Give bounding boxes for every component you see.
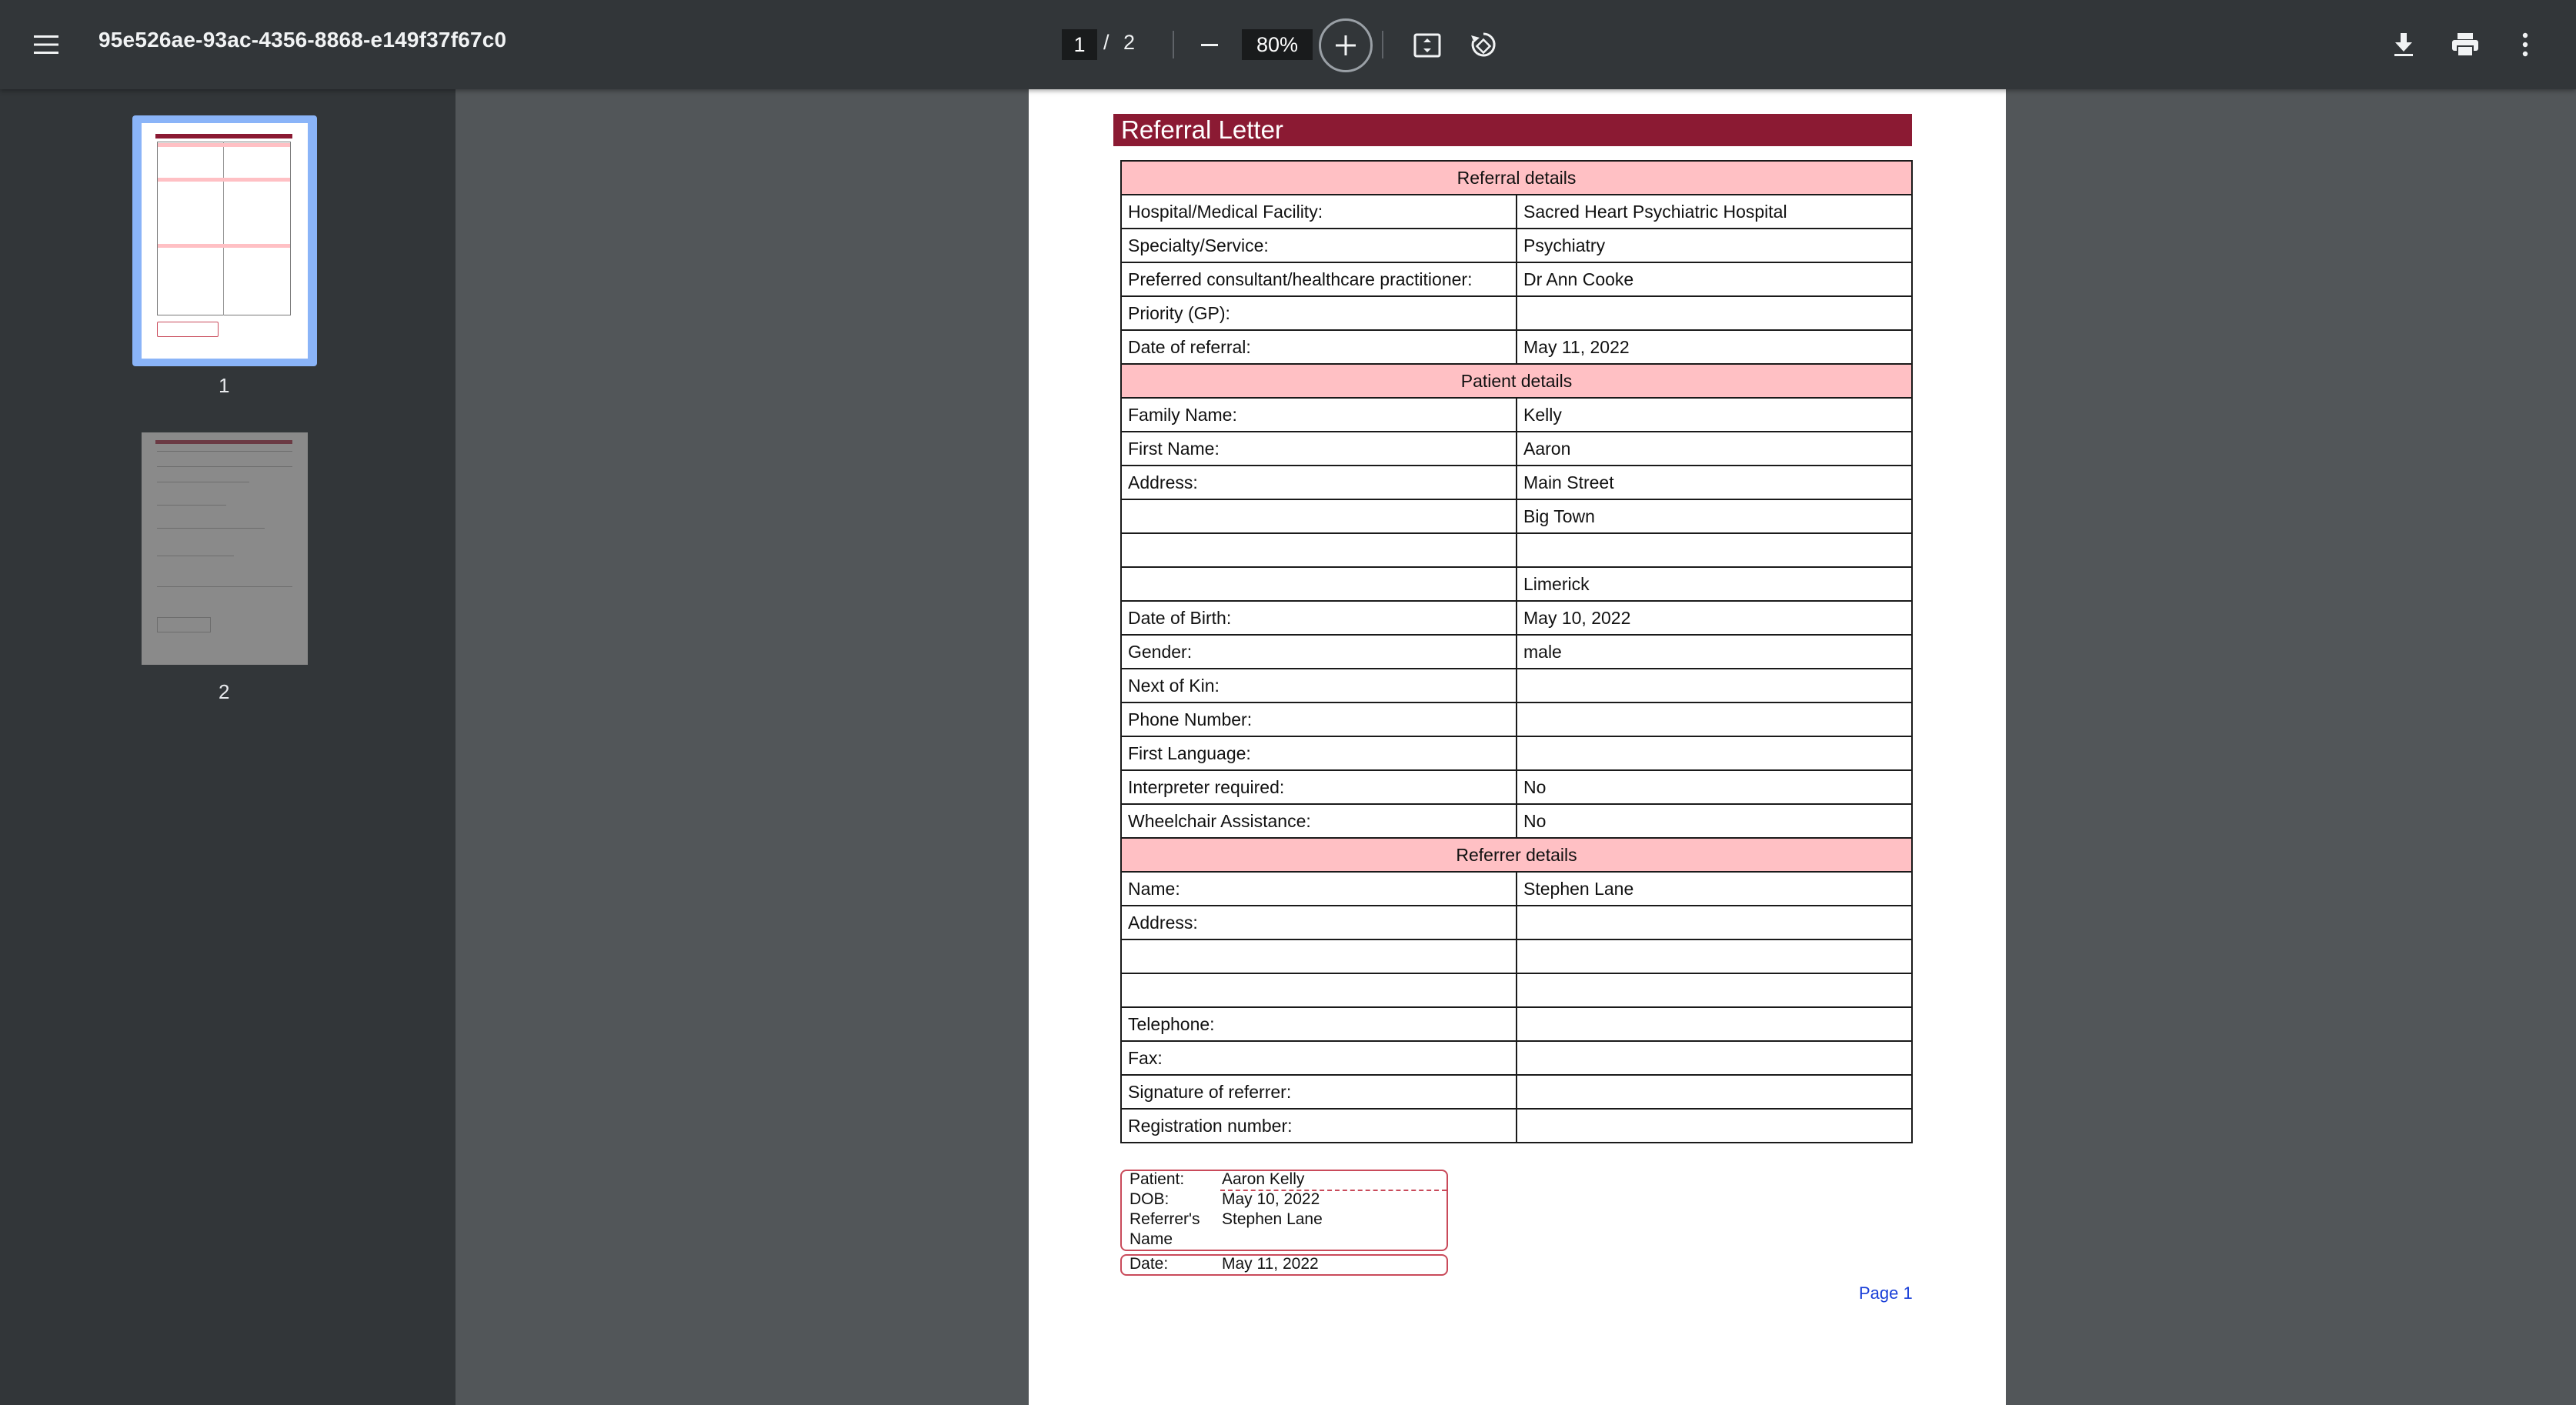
field-label: First Language: bbox=[1121, 736, 1517, 770]
field-label: Phone Number: bbox=[1121, 702, 1517, 736]
form-field-row bbox=[1121, 1007, 1912, 1041]
thumb-line bbox=[157, 528, 265, 529]
field-value: Psychiatry bbox=[1517, 229, 1912, 262]
field-value bbox=[1517, 702, 1912, 736]
thumb-summary bbox=[157, 322, 219, 337]
field-label: Family Name: bbox=[1121, 398, 1517, 432]
field-value: Aaron bbox=[1517, 432, 1912, 466]
toolbar-divider bbox=[1382, 31, 1383, 58]
field-label: Next of Kin: bbox=[1121, 669, 1517, 702]
form-field-row bbox=[1121, 669, 1912, 702]
field-value bbox=[1517, 296, 1912, 330]
thumb-summary bbox=[157, 617, 211, 632]
form-field-row bbox=[1121, 872, 1912, 906]
toolbar-divider bbox=[1173, 31, 1174, 58]
form-field-row bbox=[1121, 533, 1912, 567]
total-pages: 2 bbox=[1123, 31, 1136, 54]
field-value bbox=[1517, 736, 1912, 770]
form-field-row bbox=[1121, 330, 1912, 364]
form-field-row bbox=[1121, 1109, 1912, 1143]
thumb-section bbox=[158, 143, 290, 147]
rotate-icon[interactable] bbox=[1467, 28, 1500, 62]
form-field-row bbox=[1121, 1041, 1912, 1075]
field-value bbox=[1517, 1075, 1912, 1109]
form-field-row bbox=[1121, 262, 1912, 296]
plus-icon bbox=[1334, 34, 1357, 57]
field-label bbox=[1121, 567, 1517, 601]
form-field-row bbox=[1121, 939, 1912, 973]
field-value: No bbox=[1517, 770, 1912, 804]
fit-page-icon[interactable] bbox=[1411, 29, 1443, 62]
section-header: Referral details bbox=[1121, 161, 1912, 195]
thumb-title-bar bbox=[155, 440, 292, 444]
thumb-table bbox=[157, 142, 291, 315]
form-section-row bbox=[1121, 364, 1912, 398]
field-value: Big Town bbox=[1517, 499, 1912, 533]
page-thumbnail-2[interactable] bbox=[142, 432, 308, 665]
field-label bbox=[1121, 939, 1517, 973]
minus-icon[interactable] bbox=[1194, 29, 1225, 60]
summary-patient-label: Patient: bbox=[1130, 1170, 1185, 1188]
field-label: Gender: bbox=[1121, 635, 1517, 669]
form-field-row bbox=[1121, 195, 1912, 229]
summary-patient-value: Aaron Kelly bbox=[1222, 1170, 1305, 1188]
summary-dob-value: May 10, 2022 bbox=[1222, 1190, 1320, 1208]
form-field-row bbox=[1121, 906, 1912, 939]
field-label: Address: bbox=[1121, 906, 1517, 939]
field-label: Signature of referrer: bbox=[1121, 1075, 1517, 1109]
thumb-section bbox=[158, 178, 290, 182]
section-header: Referrer details bbox=[1121, 838, 1912, 872]
summary-referrer-value: Stephen Lane bbox=[1222, 1210, 1323, 1228]
thumbnail-label-1: 1 bbox=[219, 374, 230, 397]
field-value: Main Street bbox=[1517, 466, 1912, 499]
form-field-row bbox=[1121, 973, 1912, 1007]
download-icon[interactable] bbox=[2387, 28, 2421, 62]
field-label: Preferred consultant/healthcare practitioner: bbox=[1121, 262, 1517, 296]
thumb-line bbox=[157, 466, 292, 467]
thumb-line bbox=[157, 586, 292, 587]
thumb-section bbox=[158, 244, 290, 248]
thumb-col-divider bbox=[223, 142, 224, 315]
field-value: Sacred Heart Psychiatric Hospital bbox=[1517, 195, 1912, 229]
field-value bbox=[1517, 1007, 1912, 1041]
current-page-input[interactable]: 1 bbox=[1062, 29, 1097, 60]
referral-form-table bbox=[1120, 160, 1913, 1143]
form-field-row bbox=[1121, 1075, 1912, 1109]
field-label: Specialty/Service: bbox=[1121, 229, 1517, 262]
field-label: Telephone: bbox=[1121, 1007, 1517, 1041]
form-field-row bbox=[1121, 432, 1912, 466]
field-value: Dr Ann Cooke bbox=[1517, 262, 1912, 296]
zoom-level-input[interactable]: 80% bbox=[1242, 29, 1313, 60]
field-value: May 10, 2022 bbox=[1517, 601, 1912, 635]
form-field-row bbox=[1121, 229, 1912, 262]
field-label bbox=[1121, 973, 1517, 1007]
field-label: Date of Birth: bbox=[1121, 601, 1517, 635]
summary-dob-label: DOB: bbox=[1130, 1190, 1170, 1208]
field-label bbox=[1121, 499, 1517, 533]
section-header: Patient details bbox=[1121, 364, 1912, 398]
form-field-row bbox=[1121, 702, 1912, 736]
zoom-in-button[interactable] bbox=[1319, 18, 1373, 72]
field-value: Stephen Lane bbox=[1517, 872, 1912, 906]
summary-date-label: Date: bbox=[1130, 1255, 1169, 1273]
form-section-row bbox=[1121, 161, 1912, 195]
form-field-row bbox=[1121, 567, 1912, 601]
field-label bbox=[1121, 533, 1517, 567]
field-label: Name: bbox=[1121, 872, 1517, 906]
field-label: Fax: bbox=[1121, 1041, 1517, 1075]
summary-referrer-label-2: Name bbox=[1130, 1230, 1173, 1248]
thumbnail-label-2: 2 bbox=[219, 680, 230, 703]
form-field-row bbox=[1121, 635, 1912, 669]
field-label: Priority (GP): bbox=[1121, 296, 1517, 330]
field-value: Kelly bbox=[1517, 398, 1912, 432]
more-vert-icon[interactable] bbox=[2510, 28, 2541, 62]
form-field-row bbox=[1121, 804, 1912, 838]
summary-date-value: May 11, 2022 bbox=[1222, 1255, 1319, 1273]
thumb-line bbox=[157, 451, 292, 452]
field-value: May 11, 2022 bbox=[1517, 330, 1912, 364]
form-field-row bbox=[1121, 736, 1912, 770]
field-label: Hospital/Medical Facility: bbox=[1121, 195, 1517, 229]
field-value bbox=[1517, 533, 1912, 567]
page-number-link[interactable]: Page 1 bbox=[1859, 1283, 1913, 1303]
page-thumbnail-1[interactable] bbox=[142, 123, 308, 359]
field-value: male bbox=[1517, 635, 1912, 669]
hamburger-menu-icon[interactable] bbox=[28, 28, 65, 62]
field-value bbox=[1517, 1109, 1912, 1143]
document-title: Referral Letter bbox=[1113, 114, 1912, 146]
thumb-line bbox=[157, 505, 226, 506]
file-title: 95e526ae-93ac-4356-8868-e149f37f67c0 bbox=[98, 28, 507, 52]
form-field-row bbox=[1121, 601, 1912, 635]
field-label: Registration number: bbox=[1121, 1109, 1517, 1143]
pdf-toolbar bbox=[0, 0, 2576, 89]
field-value bbox=[1517, 906, 1912, 939]
field-value: Limerick bbox=[1517, 567, 1912, 601]
summary-referrer-label: Referrer's bbox=[1130, 1210, 1200, 1228]
field-label: First Name: bbox=[1121, 432, 1517, 466]
field-label: Date of referral: bbox=[1121, 330, 1517, 364]
print-icon[interactable] bbox=[2447, 28, 2484, 62]
field-label: Address: bbox=[1121, 466, 1517, 499]
form-field-row bbox=[1121, 770, 1912, 804]
thumb-title-bar bbox=[155, 134, 292, 138]
form-field-row bbox=[1121, 398, 1912, 432]
page-separator: / bbox=[1103, 31, 1109, 54]
form-field-row bbox=[1121, 499, 1912, 533]
field-value: No bbox=[1517, 804, 1912, 838]
field-label: Wheelchair Assistance: bbox=[1121, 804, 1517, 838]
field-value bbox=[1517, 939, 1912, 973]
form-field-row bbox=[1121, 296, 1912, 330]
field-value bbox=[1517, 973, 1912, 1007]
field-value bbox=[1517, 669, 1912, 702]
form-field-row bbox=[1121, 466, 1912, 499]
form-section-row bbox=[1121, 838, 1912, 872]
field-label: Interpreter required: bbox=[1121, 770, 1517, 804]
field-value bbox=[1517, 1041, 1912, 1075]
